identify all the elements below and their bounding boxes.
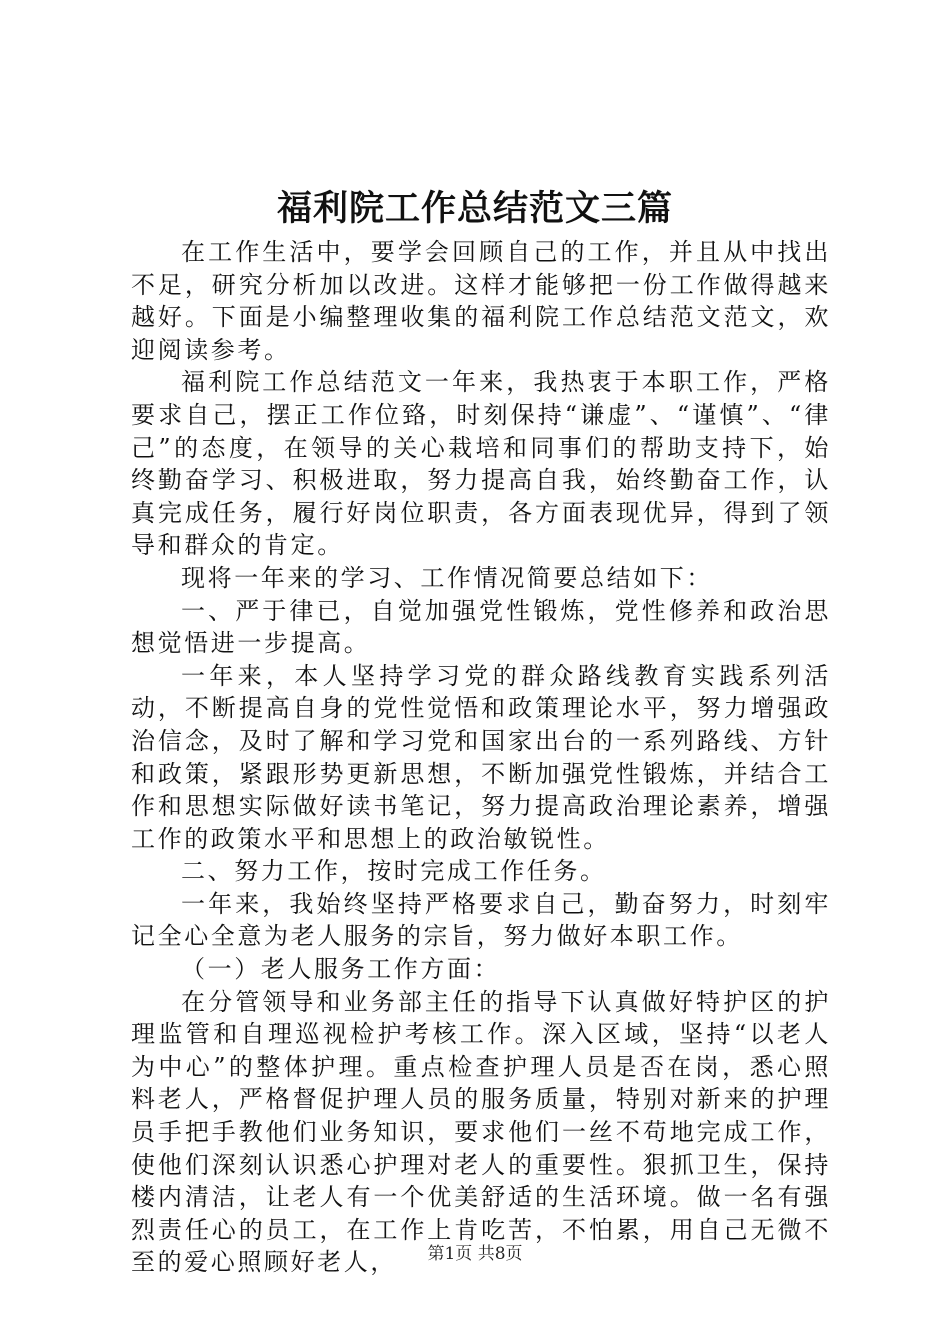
paragraph-intro: 在工作生活中，要学会回顾自己的工作，并且从中找出不足，研究分析加以改进。这样才能够把一份工作做得越来越好。下面是小编整理收集的福利院工作总结范文范文，欢迎阅读参考。	[131, 238, 831, 364]
page-footer: 第1页 共8页	[427, 1244, 523, 1264]
document-body	[131, 236, 831, 1279]
section-heading-2: 二、努力工作，按时完成工作任务。	[181, 857, 607, 886]
section-heading-1: 一、严于律已，自觉加强党性锻炼，党性修养和政治思想觉悟进一步提高。	[131, 596, 831, 658]
paragraph-work-attitude: 一年来，我始终坚持严格要求自己，勤奋努力，时刻牢记全心全意为老人服务的宗旨，努力做好本职工作。	[131, 889, 831, 951]
document-title: 福利院工作总结范文三篇	[276, 188, 673, 229]
subsection-heading-1: （一）老人服务工作方面：	[181, 955, 501, 984]
paragraph-summary-lead: 现将一年来的学习、工作情况简要总结如下：	[181, 563, 713, 592]
paragraph-elder-care: 在分管领导和业务部主任的指导下认真做好特护区的护理监管和自理巡视检护考核工作。深入区域，坚持“以老人为中心”的整体护理。重点检查护理人员是否在岗，悉心照料老人，严格督促护理人员的服务质量，特别对新来的护理员手把手教他们业务知识，要求他们一丝不苟地完成工作，使他们深刻认识悉心护理对老人的重要性。狠抓卫生，保持楼内清洁，让老人有一个优美舒适的生活环境。做一名有强烈责任心的员工，在工作上肯吃苦，不怕累，用自己无微不至的爱心照顾好老人，	[131, 987, 831, 1277]
paragraph-party-study: 一年来，本人坚持学习党的群众路线教育实践系列活动，不断提高自身的党性觉悟和政策理论水平，努力增强政治信念，及时了解和学习党和国家出台的一系列路线、方针和政策，紧跟形势更新思想，不断加强党性锻炼，并结合工作和思想实际做好读书笔记，努力提高政治理论素养，增强工作的政策水平和思想上的政治敏锐性。	[131, 661, 831, 853]
paragraph-summary-opening: 福利院工作总结范文一年来，我热衷于本职工作，严格要求自己，摆正工作位臵，时刻保持“谦虚”、“谨慎”、“律己”的态度，在领导的关心栽培和同事们的帮助支持下，始终勤奋学习、积极进取，努力提高自我，始终勤奋工作，认真完成任务，履行好岗位职责，各方面表现优异，得到了领导和群众的肯定。	[131, 368, 831, 560]
